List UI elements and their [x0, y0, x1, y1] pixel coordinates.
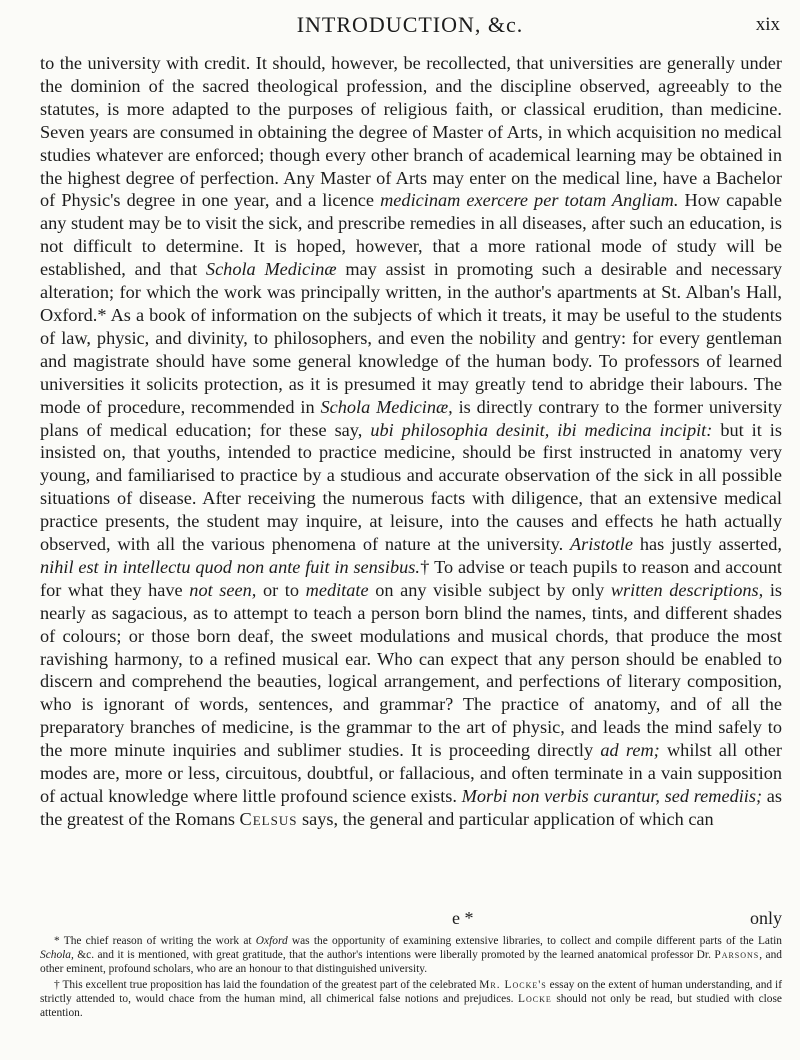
signature-mark: e *	[452, 908, 474, 928]
text-run: but it is insisted on, that youths, intended to practice medicine, should be first instructed in anatomy very young, and familiarised to practice by a studious and accurate observation of the sick in all possible situations of disease. After receiving the numerous facts with diligence, that an extensive medical practice presents, the student may inquire, at leisure, into the causes and effects he hath actually observed, with all the various phenomena of nature at the university.	[40, 419, 782, 555]
person-name: Parsons	[714, 949, 760, 962]
text-run: † This excellent true proposition has laid the foundation of the greatest part of the celebrated	[54, 978, 480, 991]
latin-phrase: nihil est in intellectu quod non ante fuit in sensibus.	[40, 556, 420, 577]
text-run: is nearly as sagacious, as to attempt to teach a person born blind the names, tints, and different shades of colours; or those born deaf, the sweet modulations and musical chords, that produce the most ravishing harmony, to a refined musical ear. Who can expect that any person should be enabled to discern and comprehend the beauties, logical arrangement, and perfections of literary composition, who is ignorant of words, sentences, and grammar? The practice of anatomy, and of all the preparatory branches of medicine, is the grammar to the art of physic, and leads the mind safely to the more minute inquiries and sublimer studies. It is proceeding directly	[40, 579, 783, 761]
paragraph	[40, 52, 782, 831]
emphasis: meditate	[305, 579, 369, 600]
text-run: † To advise or teach pupils to reason and account for what they have	[40, 556, 782, 600]
footnote	[40, 934, 782, 977]
latin-phrase: ubi philosophia desinit, ibi medicina incipit:	[370, 419, 713, 440]
text-run: * The chief reason of writing the work at	[54, 935, 256, 947]
body-text	[40, 52, 782, 831]
page-number: xix	[755, 14, 780, 35]
emphasis: not seen,	[189, 579, 257, 600]
running-header	[40, 8, 780, 48]
text-run: was the opportunity of examining extensive libraries, to collect and compile different parts of the Latin	[287, 935, 782, 947]
person-name: Locke	[518, 992, 552, 1005]
author-name: Aristotle	[570, 534, 633, 555]
text-run: How capable any student may be to visit the sick, and prescribe remedies in all diseases, after such an education, is not difficult to determine. It is hoped, however, that a more rational mode of study will be established, and that	[40, 190, 782, 280]
book-title: Schola Medicinæ	[205, 259, 337, 280]
catchword: only	[749, 908, 782, 928]
text-run: has justly asserted,	[632, 534, 782, 555]
footnotes	[40, 934, 782, 1021]
catchline	[40, 908, 782, 930]
latin-phrase: ad rem;	[600, 740, 660, 761]
running-title: INTRODUCTION, &c.	[296, 12, 524, 37]
book-title: Schola Medicinæ,	[320, 396, 453, 417]
text-run: essay on the extent of human understanding, and if strictly attended to, would chace from the human mind, all chimerical false notions and prejudices.	[40, 978, 782, 1005]
author-name: Celsus	[239, 808, 298, 829]
latin-phrase: Morbi non verbis curantur, sed remediis;	[461, 786, 763, 806]
place-name: Oxford	[255, 935, 288, 947]
text-run: or to	[256, 579, 306, 600]
emphasis: written descriptions,	[610, 579, 764, 600]
footnote	[40, 978, 782, 1021]
person-name: Mr. Locke's	[479, 978, 547, 991]
text-run: should not only be read, but studied with close attention.	[40, 992, 782, 1020]
text-run: , and other eminent, profound scholars, who are an honour to that distinguished university.	[40, 949, 782, 976]
book-title: Schola,	[40, 949, 74, 962]
latin-phrase: medicinam exercere per totam Angliam.	[380, 190, 679, 211]
text-run: says, the general and particular application of which can	[297, 808, 714, 829]
text-run: as the greatest of the Romans	[40, 786, 782, 829]
text-run: may assist in promoting such a desirable and necessary alteration; for which the work was principally written, in the author's apartments at St. Alban's Hall, Oxford.* As a book of information on the subjects of which it treats, it may be useful to the students of law, physic, and divinity, to philosophers, and even the nobility and gentry: for every gentleman and magistrate should have some general knowledge of the human body. To professors of learned universities it solicits protection, as it is presumed it may greatly tend to abridge their labours. The mode of procedure, recommended in	[40, 259, 783, 417]
text-run: is directly contrary to the former university plans of medical education; for these say,	[40, 396, 782, 440]
text-run: to the university with credit. It should, however, be recollected, that universities are generally under the dominion of the sacred theological profession, and the discipline observed, agreeably to the statutes, is more adapted to the purposes of religious faith, or classical erudition, than medicine. Seven years are consumed in obtaining the degree of Master of Arts, in which acquisition no medical studies whatever are enforced; though every other branch of academical learning may be obtained in the highest degree of perfection. Any Master of Arts may enter on the medical line, have a Bachelor of Physic's degree in one year, and a licence	[40, 53, 782, 211]
text-run: whilst all other modes are, more or less, circuitous, doubtful, or fallacious, and often terminate in a vain supposition of actual knowledge where little profound science exists.	[40, 740, 782, 806]
text-run: &c. and it is mentioned, with great gratitude, that the author's intentions were liberally promoted by the learned anatomical professor Dr.	[73, 949, 715, 962]
text-run: on any visible subject by only	[368, 579, 611, 600]
